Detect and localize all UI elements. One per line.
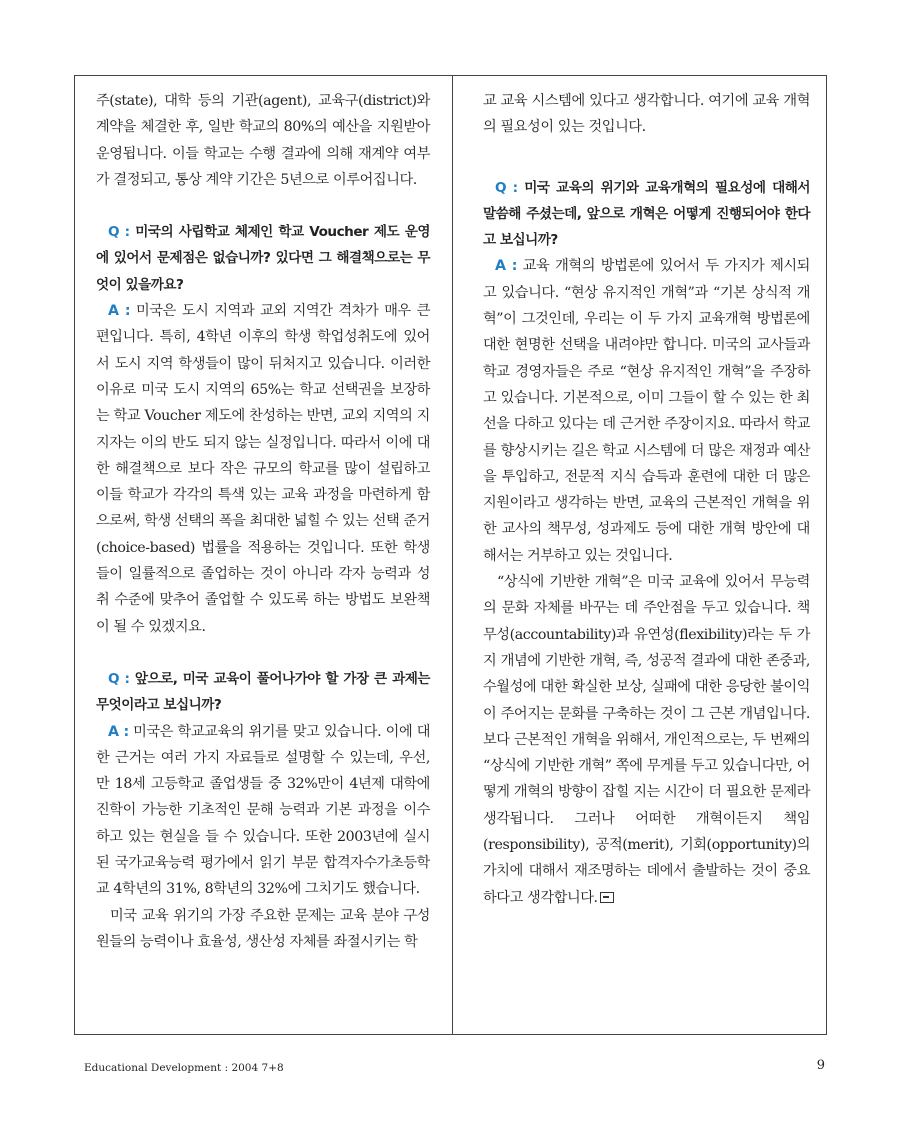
end-of-article-icon (600, 892, 614, 903)
paragraph (483, 569, 810, 911)
paragraph: 미국 교육 위기의 가장 주요한 문제는 교육 분야 구성원들의 능력이나 효율성, 생산성 자체를 좌절시키는 학 (96, 907, 430, 950)
question-text: 미국의 사립학교 체제인 학교 Voucher 제도 운영에 있어서 문제점은 없습니까? 있다면 그 해결책으로는 무엇이 있을까요? (96, 224, 431, 293)
answer-marker: A : (108, 723, 129, 740)
question-marker: Q : (495, 179, 518, 196)
question-3 (483, 175, 810, 254)
left-column (96, 88, 430, 955)
paragraph: 교 교육 시스템에 있다고 생각합니다. 여기에 교육 개혁의 필요성이 있는 것입니다. (483, 93, 810, 136)
question-text: 미국 교육의 위기와 교육개혁의 필요성에 대해서 말씀해 주셨는데, 앞으로 개혁은 어떻게 진행되어야 한다고 보십니까? (483, 179, 810, 249)
answer-2 (96, 719, 430, 903)
right-column (483, 88, 810, 911)
paragraph: 주(state), 대학 등의 기관(agent), 교육구(district)와 계약을 체결한 후, 일반 학교의 80%의 예산을 지원받아 운영됩니다. 이들 학교는 수행 결과에 의해 재계약 여부가 결정되고, 통상 계약 기간은 5년으로 이루어집니다. (96, 93, 430, 188)
answer-marker: A : (495, 258, 518, 275)
question-1 (96, 219, 430, 298)
question-text: 앞으로, 미국 교육이 풀어나가야 할 가장 큰 과제는 무엇이라고 보십니까? (96, 670, 430, 714)
answer-3 (483, 253, 810, 569)
question-marker: Q : (108, 224, 130, 241)
answer-text: 미국은 도시 지역과 교외 지역간 격차가 매우 큰 편입니다. 특히, 4학년 이후의 학생 학업성취도에 있어서 도시 지역 학생들이 많이 뒤처지고 있습니다. 이러한 이유로 미국 도시 지역의 65%는 학교 선택권을 보장하는 학교 Voucher 제도에 찬성하는 반면, 교외 지역의 지지자는 이의 반도 되지 않는 실정입니다. 따라서 이에 대한 해결책으로 보다 작은 규모의 학교를 많이 설립하고 이들 학교가 각각의 특색 있는 교육 과정을 마련하게 함으로써, 학생 선택의 폭을 최대한 넓힐 수 있는 선택 준거(choice-based) 법률을 적용하는 것입니다. 또한 학생들이 일률적으로 졸업하는 것이 아니라 각자 능력과 성취 수준에 맞추어 졸업할 수 있도록 하는 방법도 보완책이 될 수 있겠지요. (96, 303, 430, 635)
answer-text: 교육 개혁의 방법론에 있어서 두 가지가 제시되고 있습니다. “현상 유지적인 개혁”과 “기본 상식적 개혁”이 그것인데, 우리는 이 두 가지 교육개혁 방법론에 대한 현명한 선택을 내려야만 합니다. 미국의 교사들과 학교 경영자들은 주로 “현상 유지적인 개혁”을 주장하고 있습니다. 기본적으로, 이미 그들이 할 수 있는 한 최선을 다하고 있다는 데 근거한 주장이지요. 따라서 학교를 향상시키는 길은 학교 시스템에 더 많은 재정과 예산을 투입하고, 전문적 지식 습득과 훈련에 대한 더 많은 지원이라고 생각하는 반면, 교육의 근본적인 개혁을 위한 교사의 책무성, 성과제도 등에 대한 개혁 방안에 대해서는 거부하고 있는 것입니다. (483, 258, 810, 564)
answer-text: 미국은 학교교육의 위기를 맞고 있습니다. 이에 대한 근거는 여러 가지 자료들로 설명할 수 있는데, 우선, 만 18세 고등학교 졸업생들 중 32%만이 4년제 대학에 진학이 가능한 기초적인 문해 능력과 기본 과정을 이수하고 있는 현실을 들 수 있습니다. 또한 2003년에 실시된 국가교육능력 평가에서 읽기 부문 합격자수가초등학교 4학년의 31%, 8학년의 32%에 그치기도 했습니다. (96, 723, 431, 898)
answer-1 (96, 298, 430, 640)
question-marker: Q : (108, 670, 130, 687)
page-number: 9 (816, 1058, 825, 1073)
question-2 (96, 666, 430, 719)
journal-footer: Educational Development : 2004 7+8 (84, 1062, 284, 1074)
answer-marker: A : (108, 303, 131, 320)
column-divider (452, 75, 453, 1035)
paragraph-text: “상식에 기반한 개혁”은 미국 교육에 있어서 무능력의 문화 자체를 바꾸는 데 주안점을 두고 있습니다. 책무성(accountability)과 유연성(flexibility)라는 두 가지 개념에 기반한 개혁, 즉, 성공적 결과에 대한 존중과, 수월성에 대한 확실한 보상, 실패에 대한 응당한 불이익이 주어지는 문화를 구축하는 것이 그 근본 개념입니다. 보다 근본적인 개혁을 위해서, 개인적으로는, 두 번째의 “상식에 기반한 개혁” 쪽에 무게를 두고 있습니다만, 어떻게 개혁의 방향이 잡힐 지는 시간이 더 필요한 문제라 생각됩니다. 그러나 어떠한 개혁이든지 책임(responsibility), 공적(merit), 기회(opportunity)의 가치에 대해서 재조명하는 데에서 출발하는 것이 중요하다고 생각합니다. (483, 574, 810, 906)
